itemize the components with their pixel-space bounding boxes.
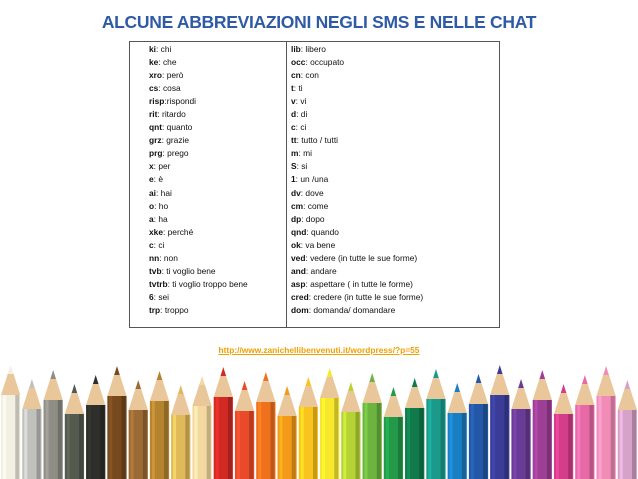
abbreviation-code: v <box>291 96 296 107</box>
abbreviation-separator: : <box>308 304 312 315</box>
abbreviation-meaning: troppo <box>162 304 189 315</box>
abbreviation-code: nn <box>149 252 160 263</box>
abbreviation-separator: : <box>153 213 156 224</box>
abbreviation-separator: : <box>162 226 166 237</box>
pencil <box>426 369 445 479</box>
abbreviation-meaning: ritardo <box>159 109 186 120</box>
abbreviation-meaning: domanda/ domandare <box>311 304 396 315</box>
abbreviation-separator: : <box>162 70 165 81</box>
abbreviation-meaning: ti <box>296 83 303 94</box>
abbreviation-code: t <box>291 83 294 94</box>
abbreviation-code: o <box>149 200 155 211</box>
abbreviation-entry <box>149 239 286 252</box>
abbreviation-meaning: mi <box>300 148 312 159</box>
abbreviation-meaning: che <box>160 57 177 68</box>
pencil <box>1 365 20 479</box>
abbreviation-meaning: ho <box>156 200 169 211</box>
pencil <box>150 371 169 479</box>
abbreviations-column-left <box>130 42 287 327</box>
abbreviation-meaning: dove <box>303 187 324 198</box>
abbreviation-meaning: perché <box>165 226 194 237</box>
abbreviation-code: d <box>291 109 297 120</box>
abbreviation-code: ok <box>291 239 301 250</box>
abbreviation-entry <box>291 56 499 69</box>
abbreviation-meaning: ti voglio bene <box>163 265 216 276</box>
abbreviation-separator: : <box>158 57 161 68</box>
page-title: ALCUNE ABBREVIAZIONI NEGLI SMS E NELLE CHAT <box>101 12 537 32</box>
abbreviation-separator: : <box>295 122 298 133</box>
abbreviation-meaning: tutto / tutti <box>298 135 339 146</box>
abbreviation-meaning: con <box>303 70 319 81</box>
pencil <box>65 384 84 479</box>
abbreviation-meaning: ha <box>156 213 168 224</box>
abbreviation-meaning: sei <box>156 291 170 302</box>
abbreviation-separator: : <box>157 109 160 120</box>
abbreviation-separator: : <box>153 239 156 250</box>
abbreviation-entry <box>149 95 286 108</box>
abbreviation-meaning: aspettare ( in tutte le forme) <box>307 278 413 289</box>
pencil <box>575 375 594 479</box>
abbreviation-entry <box>149 187 286 200</box>
abbreviation-entry <box>149 134 286 147</box>
abbreviation-meaning: dopo <box>303 213 325 224</box>
source-link[interactable]: http://www.zanichellibenvenuti.it/wordpress/?p=55 <box>218 345 420 355</box>
abbreviation-code: lib <box>291 44 301 54</box>
abbreviation-code: c <box>149 239 154 250</box>
abbreviations-table <box>129 41 500 328</box>
pencil <box>384 387 403 479</box>
abbreviation-separator: : <box>300 187 304 198</box>
abbreviations-column-right <box>287 42 499 327</box>
abbreviation-separator: : <box>301 213 304 224</box>
abbreviation-separator: : <box>305 57 308 68</box>
abbreviation-code: cn <box>291 70 301 81</box>
abbreviation-entry <box>291 173 499 186</box>
pencil <box>405 378 424 479</box>
abbreviation-code: xke <box>149 226 163 237</box>
abbreviation-entry <box>149 121 286 134</box>
abbreviation-separator: : <box>298 148 301 159</box>
abbreviation-meaning: credere (in tutte le sue forme) <box>311 291 424 302</box>
pencil <box>320 368 339 479</box>
abbreviation-entry <box>149 82 286 95</box>
abbreviation-entry <box>149 304 286 317</box>
abbreviation-meaning: libero <box>303 44 326 54</box>
abbreviation-separator: : <box>161 135 164 146</box>
abbreviation-meaning: andare <box>308 265 337 276</box>
pencil <box>469 374 488 479</box>
pencil <box>299 377 318 479</box>
abbreviation-code: xro <box>149 70 163 81</box>
pencil <box>22 379 41 479</box>
abbreviation-separator: : <box>296 109 299 120</box>
abbreviation-meaning: è <box>156 174 163 185</box>
abbreviation-entry <box>291 134 499 147</box>
abbreviation-entry <box>149 69 286 82</box>
abbreviation-code: 1 <box>291 174 296 185</box>
pencil <box>235 381 254 479</box>
abbreviation-code: qnt <box>149 122 163 133</box>
abbreviation-entry <box>149 160 286 173</box>
abbreviation-code: S <box>291 161 297 172</box>
pencil <box>214 367 233 479</box>
abbreviation-separator: : <box>300 70 304 81</box>
pencil <box>533 370 552 479</box>
abbreviation-code: occ <box>291 57 306 68</box>
abbreviation-code: tvb <box>149 265 162 276</box>
abbreviation-meaning: chi <box>158 44 172 54</box>
abbreviation-code: dv <box>291 187 301 198</box>
pencil <box>171 385 190 479</box>
abbreviation-separator: : <box>293 83 297 94</box>
abbreviation-code: x <box>149 161 154 172</box>
abbreviation-separator: : <box>153 161 156 172</box>
abbreviation-meaning: rispondi <box>166 96 197 107</box>
pencil <box>256 372 275 479</box>
abbreviation-code: ved <box>291 252 306 263</box>
abbreviation-entry <box>291 121 499 134</box>
abbreviation-entry <box>291 147 499 160</box>
abbreviation-code: e <box>149 174 154 185</box>
abbreviation-meaning: ti voglio troppo bene <box>169 278 248 289</box>
abbreviation-meaning: quando <box>308 226 339 237</box>
abbreviation-entry <box>149 43 286 56</box>
abbreviation-entry <box>291 108 499 121</box>
abbreviation-entry <box>291 200 499 213</box>
abbreviation-entry <box>291 160 499 173</box>
abbreviation-code: c <box>291 122 296 133</box>
pencil <box>277 386 296 479</box>
abbreviation-entry <box>149 173 286 186</box>
abbreviation-separator: : <box>156 44 159 54</box>
abbreviation-meaning: di <box>298 109 308 120</box>
abbreviation-separator: : <box>160 304 163 315</box>
abbreviation-code: cs <box>149 83 159 94</box>
abbreviation-code: rit <box>149 109 158 120</box>
abbreviation-code: cm <box>291 200 304 211</box>
colored-pencils-image <box>0 355 638 479</box>
pencil <box>448 383 467 479</box>
abbreviation-meaning: non <box>161 252 178 263</box>
abbreviation-entry <box>291 43 499 56</box>
abbreviation-code: grz <box>149 135 162 146</box>
abbreviation-entry <box>291 95 499 108</box>
abbreviation-meaning: però <box>164 70 184 81</box>
abbreviation-meaning: per <box>156 161 171 172</box>
pencil <box>107 366 126 479</box>
abbreviation-separator: : <box>156 187 159 198</box>
abbreviation-separator: : <box>300 239 304 250</box>
abbreviation-separator: : <box>305 278 308 289</box>
abbreviation-separator: : <box>162 148 165 159</box>
abbreviation-entry <box>291 304 499 317</box>
abbreviation-separator: : <box>159 252 162 263</box>
abbreviation-entry <box>291 213 499 226</box>
abbreviation-code: and <box>291 265 306 276</box>
abbreviation-entry <box>149 147 286 160</box>
abbreviation-code: asp <box>291 278 306 289</box>
pencil <box>341 382 360 479</box>
abbreviation-entry <box>149 265 286 278</box>
abbreviation-meaning: si <box>298 161 308 172</box>
abbreviation-meaning: vedere (in tutte le sue forme) <box>307 252 418 263</box>
abbreviation-code: ke <box>149 57 159 68</box>
abbreviation-separator: : <box>308 291 312 302</box>
abbreviation-meaning: grazie <box>163 135 190 146</box>
pencil <box>363 373 382 479</box>
abbreviation-separator: : <box>305 252 308 263</box>
abbreviation-meaning: hai <box>158 187 172 198</box>
abbreviation-meaning: vi <box>298 96 307 107</box>
abbreviation-code: 6 <box>149 291 154 302</box>
pencil <box>596 366 615 479</box>
abbreviation-entry <box>149 56 286 69</box>
abbreviation-separator: : <box>153 291 156 302</box>
pencil <box>511 379 530 479</box>
abbreviation-separator: : <box>303 200 306 211</box>
abbreviation-code: a <box>149 213 154 224</box>
abbreviation-entry <box>149 226 286 239</box>
abbreviation-meaning: ci <box>298 122 307 133</box>
abbreviation-entry <box>149 108 286 121</box>
abbreviation-entry <box>291 239 499 252</box>
abbreviation-separator: : <box>153 174 156 185</box>
abbreviation-code: m <box>291 148 299 159</box>
abbreviation-code: ai <box>149 187 156 198</box>
abbreviation-separator: : <box>162 122 165 133</box>
abbreviation-entry <box>291 278 499 291</box>
abbreviation-separator: : <box>295 174 298 185</box>
pencil <box>44 370 63 479</box>
abbreviation-entry <box>291 82 499 95</box>
abbreviation-entry <box>149 252 286 265</box>
pencil <box>554 384 573 479</box>
abbreviation-separator: : <box>154 200 157 211</box>
abbreviation-separator: : <box>300 44 304 54</box>
abbreviation-code: dom <box>291 304 309 315</box>
abbreviation-separator: : <box>296 135 299 146</box>
abbreviation-entry <box>291 291 499 304</box>
abbreviation-meaning: cosa <box>160 83 181 94</box>
abbreviation-separator: : <box>306 226 309 237</box>
abbreviation-meaning: prego <box>164 148 189 159</box>
pencil <box>129 380 148 479</box>
abbreviation-separator: : <box>296 161 299 172</box>
abbreviation-code: ki <box>149 44 156 54</box>
abbreviation-code: qnd <box>291 226 307 237</box>
abbreviation-entry <box>149 278 286 291</box>
pencil <box>86 375 105 479</box>
abbreviation-entry <box>291 252 499 265</box>
abbreviation-separator: : <box>305 265 309 276</box>
abbreviation-separator: : <box>161 265 164 276</box>
abbreviation-code: trp <box>149 304 161 315</box>
abbreviation-meaning: un /una <box>298 174 329 185</box>
abbreviation-entry <box>291 226 499 239</box>
pencil <box>192 376 211 479</box>
abbreviation-entry <box>149 291 286 304</box>
abbreviation-entry <box>149 200 286 213</box>
abbreviation-code: prg <box>149 148 163 159</box>
abbreviation-meaning: ci <box>156 239 165 250</box>
abbreviation-entry <box>291 265 499 278</box>
abbreviation-entry <box>291 187 499 200</box>
abbreviation-code: risp <box>149 96 165 107</box>
abbreviation-meaning: occupato <box>307 57 345 68</box>
abbreviation-separator: : <box>295 96 298 107</box>
abbreviation-separator: : <box>158 83 161 94</box>
pencil <box>490 365 509 479</box>
abbreviation-meaning: va bene <box>303 239 336 250</box>
abbreviation-code: dp <box>291 213 302 224</box>
abbreviation-entry <box>149 213 286 226</box>
abbreviation-meaning: come <box>305 200 329 211</box>
abbreviation-separator: : <box>167 278 170 289</box>
abbreviation-entry <box>291 69 499 82</box>
abbreviation-meaning: quanto <box>164 122 193 133</box>
abbreviation-code: tvtrb <box>149 278 168 289</box>
abbreviation-code: cred <box>291 291 309 302</box>
pencil <box>618 380 637 479</box>
abbreviation-code: tt <box>291 135 297 146</box>
abbreviation-separator: : <box>164 96 167 107</box>
